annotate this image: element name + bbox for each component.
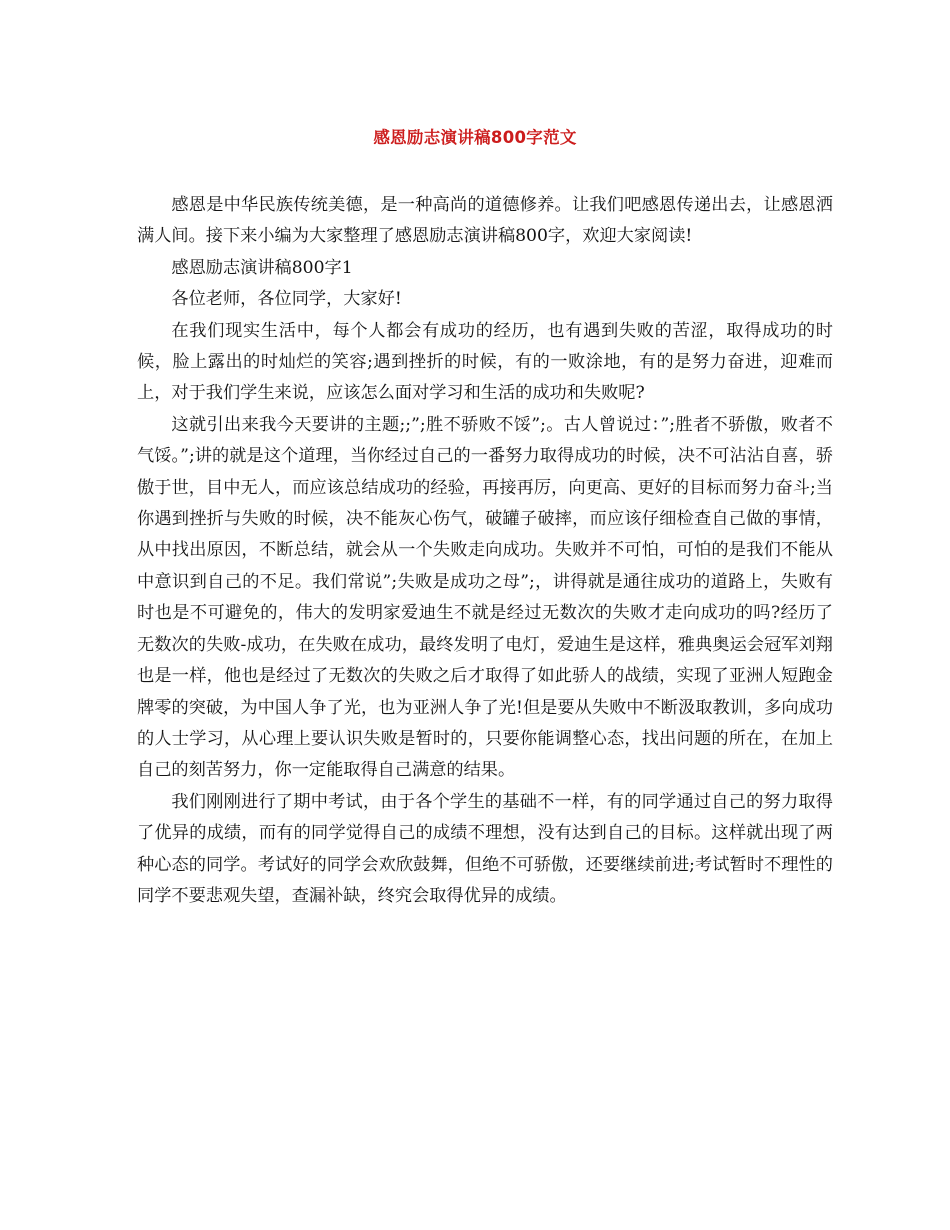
paragraph-body-1: 在我们现实生活中，每个人都会有成功的经历，也有遇到失败的苦涩，取得成功的时候，脸上露出的时灿烂的笑容;遇到挫折的时候，有的一败涂地，有的是努力奋进，迎难而上，对于我们学生来说，应该怎么面对学习和生活的成功和失败呢? — [137, 320, 833, 404]
paragraph-intro: 感恩是中华民族传统美德，是一种高尚的道德修养。让我们吧感恩传递出去，让感恩洒满人间。接下来小编为大家整理了感恩励志演讲稿800字，欢迎大家阅读! — [137, 195, 833, 247]
paragraph-body-3: 我们刚刚进行了期中考试，由于各个学生的基础不一样，有的同学通过自己的努力取得了优异的成绩，而有的同学觉得自己的成绩不理想，没有达到自己的目标。这样就出现了两种心态的同学。考试好的同学会欢欣鼓舞，但绝不可骄傲，还要继续前进;考试暂时不理性的同学不要悲观失望，查漏补缺，终究会取得优异的成绩。 — [137, 791, 833, 906]
document-body — [137, 190, 833, 912]
document-title: 感恩励志演讲稿800字范文 — [373, 128, 577, 147]
paragraph-body-2: 这就引出来我今天要讲的主题;;”;胜不骄败不馁”;。古人曾说过：”;胜者不骄傲，败者不气馁。”;讲的就是这个道理，当你经过自己的一番努力取得成功的时候，决不可沾沾自喜，骄傲于世，目中无人，而应该总结成功的经验，再接再厉，向更高、更好的目标而努力奋斗;当你遇到挫折与失败的时候，决不能灰心伤气，破罐子破摔，而应该仔细检查自己做的事情，从中找出原因，不断总结，就会从一个失败走向成功。失败并不可怕，可怕的是我们不能从中意识到自己的不足。我们常说”;失败是成功之母”;，讲得就是通往成功的道路上，失败有时也是不可避免的，伟大的发明家爱迪生不就是经过无数次的失败才走向成功的吗?经历了无数次的失败-成功，在失败在成功，最终发明了电灯，爱迪生是这样，雅典奥运会冠军刘翔也是一样，他也是经过了无数次的失败之后才取得了如此骄人的战绩，实现了亚洲人短跑金牌零的突破，为中国人争了光，也为亚洲人争了光!但是要从失败中不断汲取教训，多向成功的人士学习，从心理上要认识失败是暂时的，只要你能调整心态，找出问题的所在，在加上自己的刻苦努力，你一定能取得自己满意的结果。 — [137, 414, 833, 781]
paragraph-heading: 感恩励志演讲稿800字1 — [171, 257, 353, 278]
paragraph-greeting: 各位老师，各位同学，大家好! — [171, 289, 402, 310]
